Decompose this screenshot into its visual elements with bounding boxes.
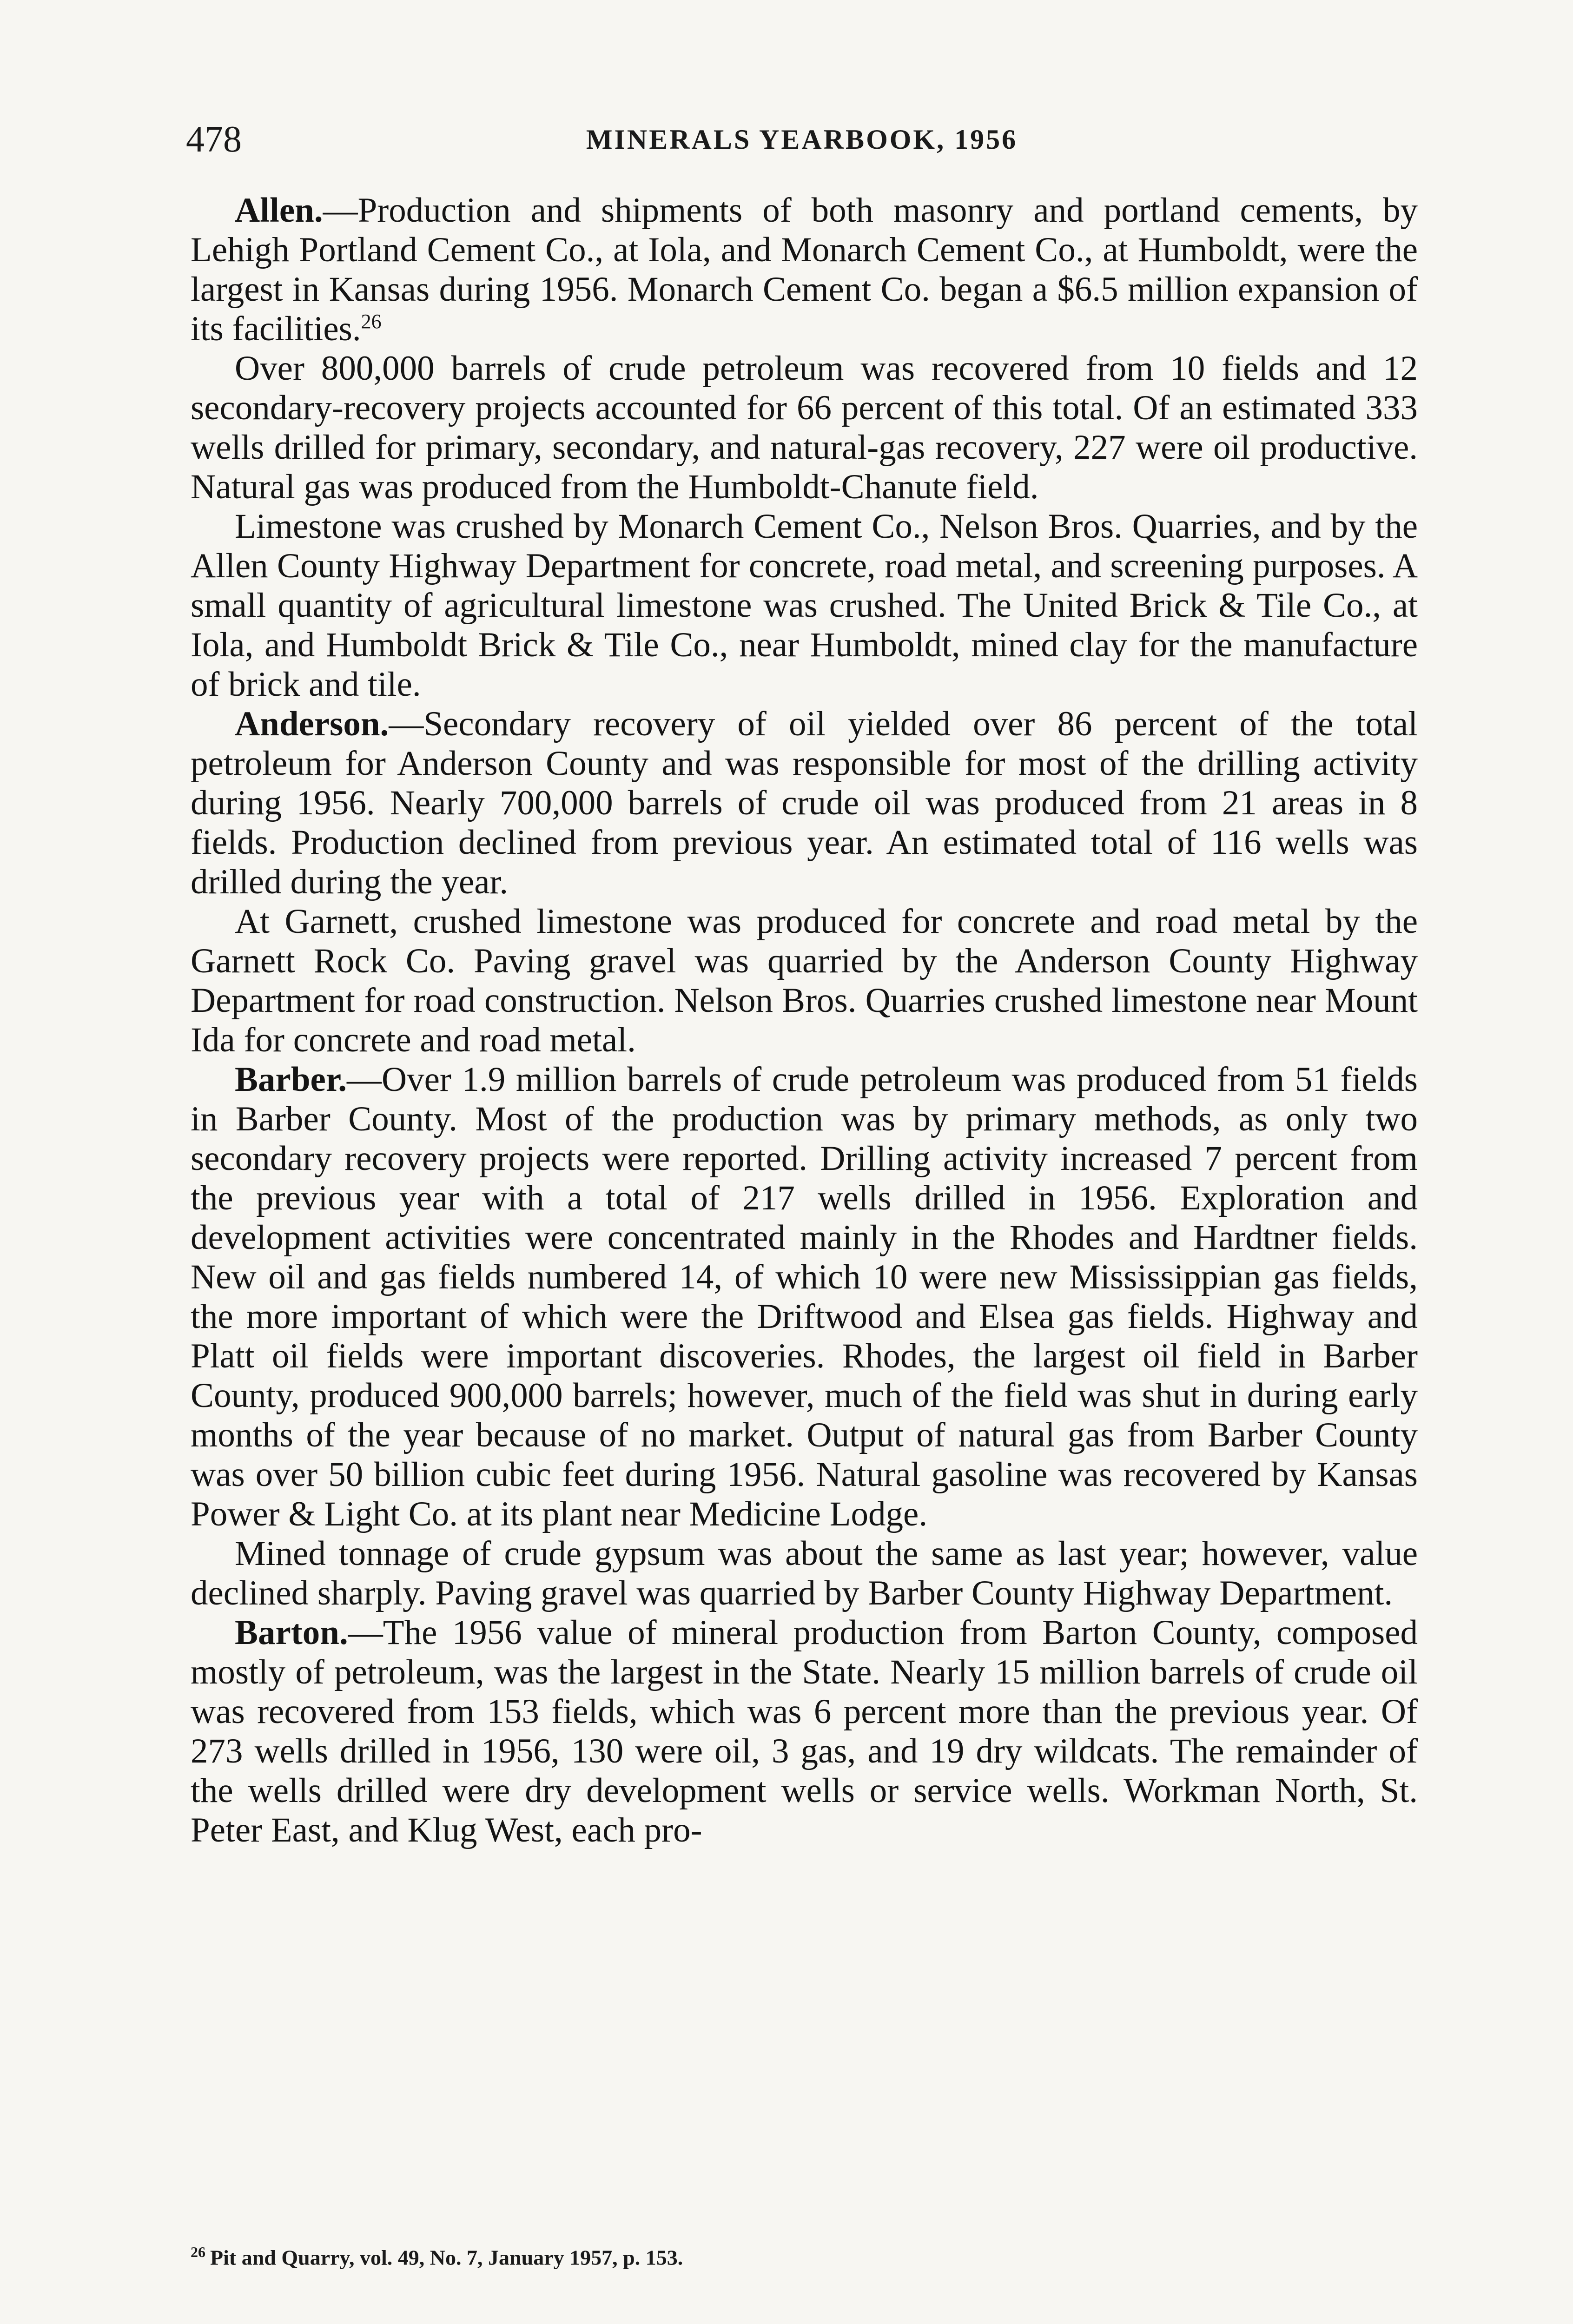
county-heading-allen: Allen. xyxy=(235,191,323,230)
paragraph-text: Over 800,000 barrels of crude petroleum was recovered from 10 fields and 12 secondary-recovery projects accounted for 66 percent of this total. Of an estimated 333 wells drilled for primary, secondary, and natural-gas recovery, 227 were oil productive. Natural gas was produced from the Humboldt-Chanute field. xyxy=(191,349,1418,506)
paragraph-allen-limestone xyxy=(191,507,1418,704)
footnote-reference: 26 xyxy=(361,310,382,333)
paragraph-text: —Production and shipments of both masonry and portland cements, by Lehigh Portland Cement Co., at Iola, and Monarch Cement Co., at Humboldt, were the largest in Kansas during 1956. Monarch Cement Co. began a $6.5 million expansion of its facilities. xyxy=(191,191,1418,348)
paragraph-anderson xyxy=(191,704,1418,902)
paragraph-barber xyxy=(191,1060,1418,1534)
paragraph-text: —Secondary recovery of oil yielded over 86 percent of the total petroleum for Anderson County and was responsible for most of the drilling activity during 1956. Nearly 700,000 barrels of crude oil was produced from 21 areas in 8 fields. Production declined from previous year. An estimated total of 116 wells was drilled during the year. xyxy=(191,705,1418,901)
paragraph-anderson-garnett xyxy=(191,902,1418,1060)
county-heading-barber: Barber. xyxy=(235,1060,347,1099)
county-heading-anderson: Anderson. xyxy=(235,705,389,743)
page-header xyxy=(186,114,1418,165)
county-heading-barton: Barton. xyxy=(235,1613,348,1652)
paragraph-text: —The 1956 value of mineral production from Barton County, composed mostly of petroleum, was the largest in the State. Nearly 15 million barrels of crude oil was recovered from 153 fields, which was 6 percent more than the previous year. Of 273 wells drilled in 1956, 130 were oil, 3 gas, and 19 dry wildcats. The remainder of the wells drilled were dry development wells or service wells. Workman North, St. Peter East, and Klug West, each pro- xyxy=(191,1613,1418,1849)
footnote xyxy=(191,2238,1418,2271)
running-head: MINERALS YEARBOOK, 1956 xyxy=(586,124,1018,155)
footnote-number: 26 xyxy=(191,2244,205,2260)
paragraph-barton xyxy=(191,1613,1418,1850)
body-text xyxy=(191,191,1418,1850)
paragraph-allen xyxy=(191,191,1418,349)
footnote-text: Pit and Quarry, vol. 49, No. 7, January 1957, p. 153. xyxy=(210,2245,683,2270)
paragraph-text: At Garnett, crushed limestone was produced for concrete and road metal by the Garnett Rock Co. Paving gravel was quarried by the Anderson County Highway Department for road construction. Nelson Bros. Quarries crushed limestone near Mount Ida for concrete and road metal. xyxy=(191,902,1418,1059)
page-number: 478 xyxy=(186,119,242,160)
paragraph-barber-gypsum xyxy=(191,1534,1418,1613)
paragraph-allen-petroleum xyxy=(191,349,1418,507)
paragraph-text: —Over 1.9 million barrels of crude petroleum was produced from 51 fields in Barber County. Most of the production was by primary methods, as only two secondary recovery projects were reported. Drilling activity increased 7 percent from the previous year with a total of 217 wells drilled in 1956. Exploration and development activities were concentrated mainly in the Rhodes and Hardtner fields. New oil and gas fields numbered 14, of which 10 were new Mississippian gas fields, the more important of which were the Driftwood and Elsea gas fields. Highway and Platt oil fields were important discoveries. Rhodes, the largest oil field in Barber County, produced 900,000 barrels; however, much of the field was shut in during early months of the year because of no market. Output of natural gas from Barber County was over 50 billion cubic feet during 1956. Natural gasoline was recovered by Kansas Power & Light Co. at its plant near Medicine Lodge. xyxy=(191,1060,1418,1533)
paragraph-text: Limestone was crushed by Monarch Cement Co., Nelson Bros. Quarries, and by the Allen County Highway Department for concrete, road metal, and screening purposes. A small quantity of agricultural limestone was crushed. The United Brick & Tile Co., at Iola, and Humboldt Brick & Tile Co., near Humboldt, mined clay for the manufacture of brick and tile. xyxy=(191,507,1418,704)
paragraph-text: Mined tonnage of crude gypsum was about the same as last year; however, value declined sharply. Paving gravel was quarried by Barber County Highway Department. xyxy=(191,1534,1418,1612)
